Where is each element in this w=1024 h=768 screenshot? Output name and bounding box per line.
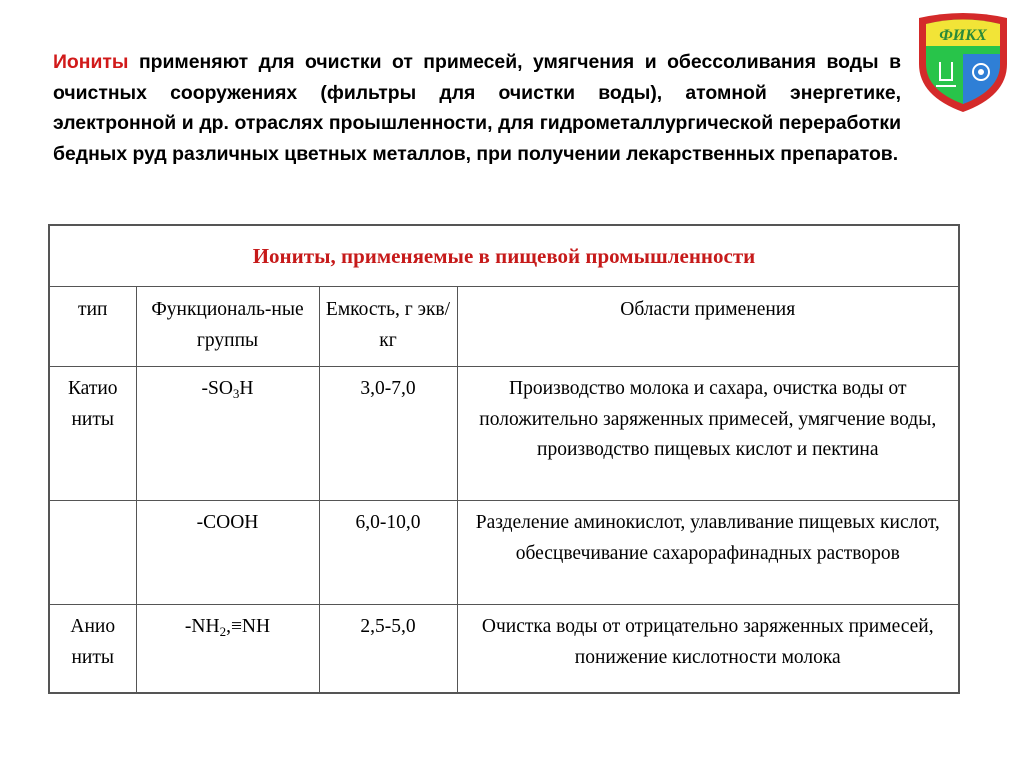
cell-type: Катио ниты — [49, 367, 136, 501]
intro-paragraph — [53, 47, 901, 169]
header-capacity: Емкость, г экв/кг — [319, 287, 457, 367]
header-groups: Функциональ-ные группы — [136, 287, 319, 367]
cell-type: Анио ниты — [49, 605, 136, 693]
cell-areas: Разделение аминокислот, улавливание пищевых кислот, обесцвечивание сахарорафинадных растворов — [457, 501, 959, 605]
header-areas: Области применения — [457, 287, 959, 367]
faculty-emblem-icon — [916, 10, 1010, 114]
cell-group: -COOH — [136, 501, 319, 605]
intro-highlight: Иониты — [53, 51, 129, 73]
cell-group: $-NH_2,\equiv NH$ — [136, 605, 319, 693]
cell-areas: Производство молока и сахара, очистка воды от положительно заряженных примесей, умягчение воды, производство пищевых кислот и пектина — [457, 367, 959, 501]
table-row — [49, 367, 959, 501]
ion-exchangers-table — [48, 224, 960, 694]
header-type: тип — [49, 287, 136, 367]
cell-group: $-SO_3H$ — [136, 367, 319, 501]
table-row — [49, 501, 959, 605]
svg-text:ФИКХ: ФИКХ — [939, 27, 987, 44]
cell-capacity: 6,0-10,0 — [319, 501, 457, 605]
table-header-row — [49, 287, 959, 367]
cell-type — [49, 501, 136, 605]
cell-capacity: 2,5-5,0 — [319, 605, 457, 693]
table-row — [49, 605, 959, 693]
cell-capacity: 3,0-7,0 — [319, 367, 457, 501]
intro-text: применяют для очистки от примесей, умягчения и обессоливания воды в очистных сооружениях (фильтры для очистки воды), атомной энергетике, электронной и др. отраслях проышленности, для гидрометаллургической переработки бедных руд различных цветных металлов, при получении лекарственных препаратов. — [53, 51, 901, 165]
cell-areas: Очистка воды от отрицательно заряженных примесей, понижение кислотности молока — [457, 605, 959, 693]
table-caption: Иониты, применяемые в пищевой промышленности — [49, 225, 959, 287]
